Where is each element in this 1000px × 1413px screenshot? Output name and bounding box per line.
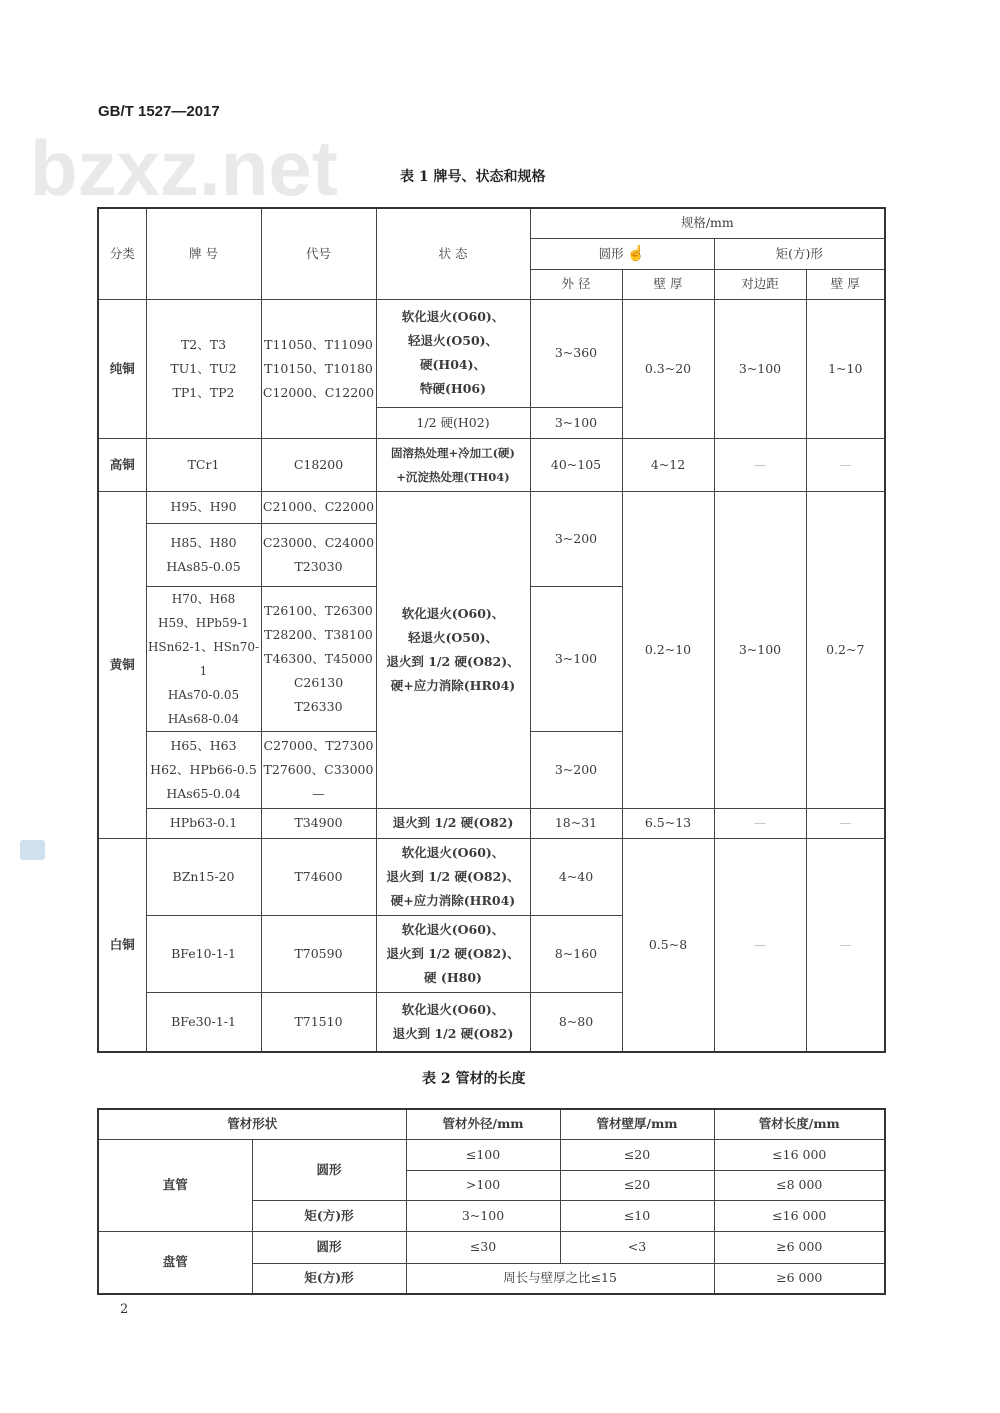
cell-grades: H85、H80 HAs85-0.05: [146, 523, 261, 586]
table1: [97, 207, 886, 1053]
cell-flat: —: [714, 838, 806, 1052]
cell-od: >100: [406, 1170, 560, 1200]
watermark: bzxz.net: [30, 124, 338, 212]
cell-wall2: —: [806, 838, 885, 1052]
cell-category: 黄铜: [98, 491, 146, 838]
standard-number: GB/T 1527—2017: [98, 103, 220, 120]
cell-od: 3~100: [406, 1200, 560, 1231]
cell-grades: H95、H90: [146, 491, 261, 523]
cell-wall2: —: [806, 808, 885, 838]
cell-length: ≤16 000: [714, 1200, 885, 1231]
cell-wall: ≤10: [560, 1200, 714, 1231]
th-shape: 管材形状: [98, 1109, 406, 1139]
cell-codes: T26100、T26300 T28200、T38100 T46300、T45000 C26130 T26330: [261, 586, 376, 731]
cell-code: T70590: [261, 915, 376, 992]
cell-od: ≤30: [406, 1231, 560, 1263]
cell-wall: 0.3~20: [622, 299, 714, 438]
cell-length: ≤8 000: [714, 1170, 885, 1200]
cell-wall2: 1~10: [806, 299, 885, 438]
table1-caption: 表 1 牌号、状态和规格: [400, 169, 546, 185]
cell-rect: 矩(方)形: [252, 1263, 406, 1294]
cell-category: 高铜: [98, 438, 146, 491]
cell-wall2: 0.2~7: [806, 491, 885, 808]
cell-wall2: —: [806, 438, 885, 491]
cell-flat: 3~100: [714, 299, 806, 438]
side-tab-icon[interactable]: [20, 840, 45, 860]
cell-length: ≤16 000: [714, 1139, 885, 1170]
cell-wall: 6.5~13: [622, 808, 714, 838]
th-length: 管材长度/mm: [714, 1109, 885, 1139]
table2-caption: 表 2 管材的长度: [422, 1071, 526, 1087]
cell-grade: TCr1: [146, 438, 261, 491]
cell-wall: ≤20: [560, 1139, 714, 1170]
cell-wall: 0.2~10: [622, 491, 714, 808]
cell-state: 软化退火(O60)、 轻退火(O50)、 硬(H04)、 特硬(H06): [376, 299, 530, 407]
cell-code: T34900: [261, 808, 376, 838]
cell-od: 8~160: [530, 915, 622, 992]
cell-od: 3~100: [530, 586, 622, 731]
cell-flat: —: [714, 438, 806, 491]
th-code: 代号: [261, 208, 376, 299]
cell-od: 8~80: [530, 992, 622, 1052]
cell-codes: C23000、C24000 T23030: [261, 523, 376, 586]
th-grade: 牌 号: [146, 208, 261, 299]
cell-state: 退火到 1/2 硬(O82): [376, 808, 530, 838]
cell-flat: 3~100: [714, 491, 806, 808]
cell-state: 软化退火(O60)、 退火到 1/2 硬(O82): [376, 992, 530, 1052]
cell-coil: 盘管: [98, 1231, 252, 1294]
cell-od: 4~40: [530, 838, 622, 915]
cell-od: 3~360: [530, 299, 622, 407]
cell-code: C18200: [261, 438, 376, 491]
cell-code: T74600: [261, 838, 376, 915]
cell-flat: —: [714, 808, 806, 838]
cell-od: ≤100: [406, 1139, 560, 1170]
cell-od: 3~100: [530, 407, 622, 438]
cell-round: 圆形: [252, 1231, 406, 1263]
cell-codes: T11050、T11090 T10150、T10180 C12000、C12200: [261, 299, 376, 438]
cell-ratio: 周长与壁厚之比≤15: [406, 1263, 714, 1294]
cell-state: 软化退火(O60)、 轻退火(O50)、 退火到 1/2 硬(O82)、 硬+应力消除(HR04): [376, 491, 530, 808]
cell-length: ≥6 000: [714, 1231, 885, 1263]
cell-round: 圆形: [252, 1139, 406, 1200]
th-flat: 对边距: [714, 269, 806, 299]
th-wall2: 壁 厚: [806, 269, 885, 299]
cell-state: 软化退火(O60)、 退火到 1/2 硬(O82)、 硬+应力消除(HR04): [376, 838, 530, 915]
hand-cursor-icon: ☝: [626, 244, 646, 262]
table2: [97, 1108, 886, 1295]
th-wall: 管材壁厚/mm: [560, 1109, 714, 1139]
th-od: 管材外径/mm: [406, 1109, 560, 1139]
cell-od: 3~200: [530, 731, 622, 808]
th-rect: 矩(方)形: [714, 238, 885, 269]
cell-length: ≥6 000: [714, 1263, 885, 1294]
cell-rect: 矩(方)形: [252, 1200, 406, 1231]
cell-code: T71510: [261, 992, 376, 1052]
cell-codes: C27000、T27300 T27600、C33000 —: [261, 731, 376, 808]
cell-wall: <3: [560, 1231, 714, 1263]
cell-grades: H70、H68 H59、HPb59-1 HSn62-1、HSn70-1 HAs70-0.05 HAs68-0.04: [146, 586, 261, 731]
cell-codes: C21000、C22000: [261, 491, 376, 523]
cell-state: 1/2 硬(H02): [376, 407, 530, 438]
cell-wall: 0.5~8: [622, 838, 714, 1052]
cell-state: 固溶热处理+冷加工(硬) +沉淀热处理(TH04): [376, 438, 530, 491]
cell-grade: HPb63-0.1: [146, 808, 261, 838]
cell-category: 纯铜: [98, 299, 146, 438]
th-round-label: 圆形: [598, 246, 624, 261]
cell-straight: 直管: [98, 1139, 252, 1231]
cell-grade: BFe10-1-1: [146, 915, 261, 992]
cell-grade: BZn15-20: [146, 838, 261, 915]
cell-grade: BFe30-1-1: [146, 992, 261, 1052]
th-wall: 壁 厚: [622, 269, 714, 299]
cell-od: 40~105: [530, 438, 622, 491]
cell-category: 白铜: [98, 838, 146, 1052]
th-od: 外 径: [530, 269, 622, 299]
th-state: 状 态: [376, 208, 530, 299]
page-number: 2: [120, 1302, 129, 1317]
cell-grades: T2、T3 TU1、TU2 TP1、TP2: [146, 299, 261, 438]
th-spec: 规格/mm: [530, 208, 885, 238]
th-round: [530, 238, 714, 269]
cell-state: 软化退火(O60)、 退火到 1/2 硬(O82)、 硬 (H80): [376, 915, 530, 992]
cell-wall: ≤20: [560, 1170, 714, 1200]
cell-od: 3~200: [530, 491, 622, 586]
cell-wall: 4~12: [622, 438, 714, 491]
th-category: 分类: [98, 208, 146, 299]
cell-od: 18~31: [530, 808, 622, 838]
cell-grades: H65、H63 H62、HPb66-0.5 HAs65-0.04: [146, 731, 261, 808]
